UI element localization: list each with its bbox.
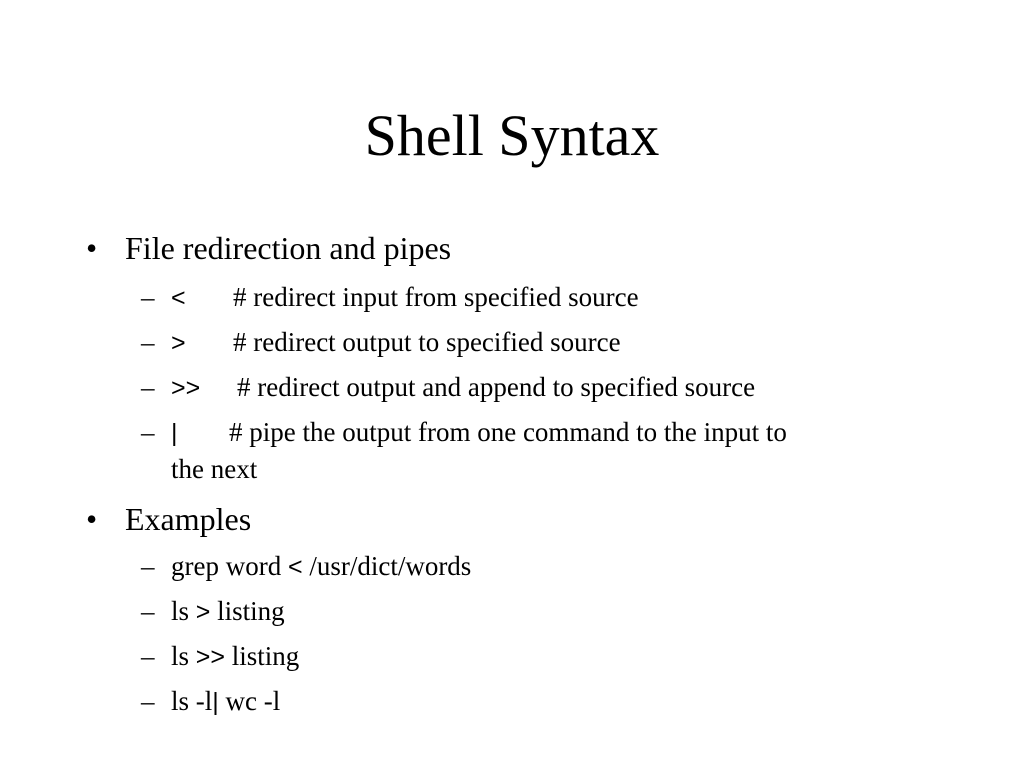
sub-item-text [171, 369, 941, 406]
operator-comment: # redirect input from specified source [233, 282, 639, 312]
dash-icon: – [141, 417, 155, 447]
operator-symbol: >> [195, 643, 225, 671]
operator-comment: # redirect output to specified source [233, 327, 621, 357]
dash-icon: – [141, 686, 155, 716]
example-command [171, 638, 941, 675]
slide-title: Shell Syntax [364, 103, 660, 168]
command-part: /usr/dict/words [309, 551, 472, 581]
operator-comment: # pipe the output from one command to the input to [229, 417, 787, 447]
command-part: listing [217, 596, 285, 626]
operator-symbol: < [287, 553, 303, 581]
dash-icon: – [141, 372, 155, 402]
example-command [171, 683, 941, 720]
command-part: ls -l [171, 686, 213, 716]
command-part: ls [171, 596, 190, 626]
operator-comment: # redirect output and append to specified source [237, 372, 756, 402]
dash-icon: – [141, 551, 155, 581]
bullet-icon: • [86, 230, 98, 266]
operator-comment-continued: the next [171, 454, 258, 484]
sub-item-text [171, 414, 941, 487]
command-part: grep word [171, 551, 282, 581]
example-command [171, 548, 941, 585]
operator-symbol: >> [171, 374, 201, 402]
example-command [171, 593, 941, 630]
dash-icon: – [141, 282, 155, 312]
bullet-heading: Examples [125, 501, 252, 537]
bullet-icon: • [86, 501, 98, 537]
dash-icon: – [141, 596, 155, 626]
operator-symbol: < [171, 284, 186, 312]
command-part: wc -l [225, 686, 281, 716]
dash-icon: – [141, 327, 155, 357]
operator-symbol: | [171, 419, 178, 447]
command-part: listing [231, 641, 300, 671]
command-part: ls [171, 641, 190, 671]
sub-item-text [171, 279, 941, 316]
sub-item-text [171, 324, 941, 361]
bullet-heading: File redirection and pipes [125, 230, 452, 266]
operator-symbol: > [195, 598, 211, 626]
operator-symbol: > [171, 329, 186, 357]
operator-symbol: | [212, 688, 219, 716]
dash-icon: – [141, 641, 155, 671]
